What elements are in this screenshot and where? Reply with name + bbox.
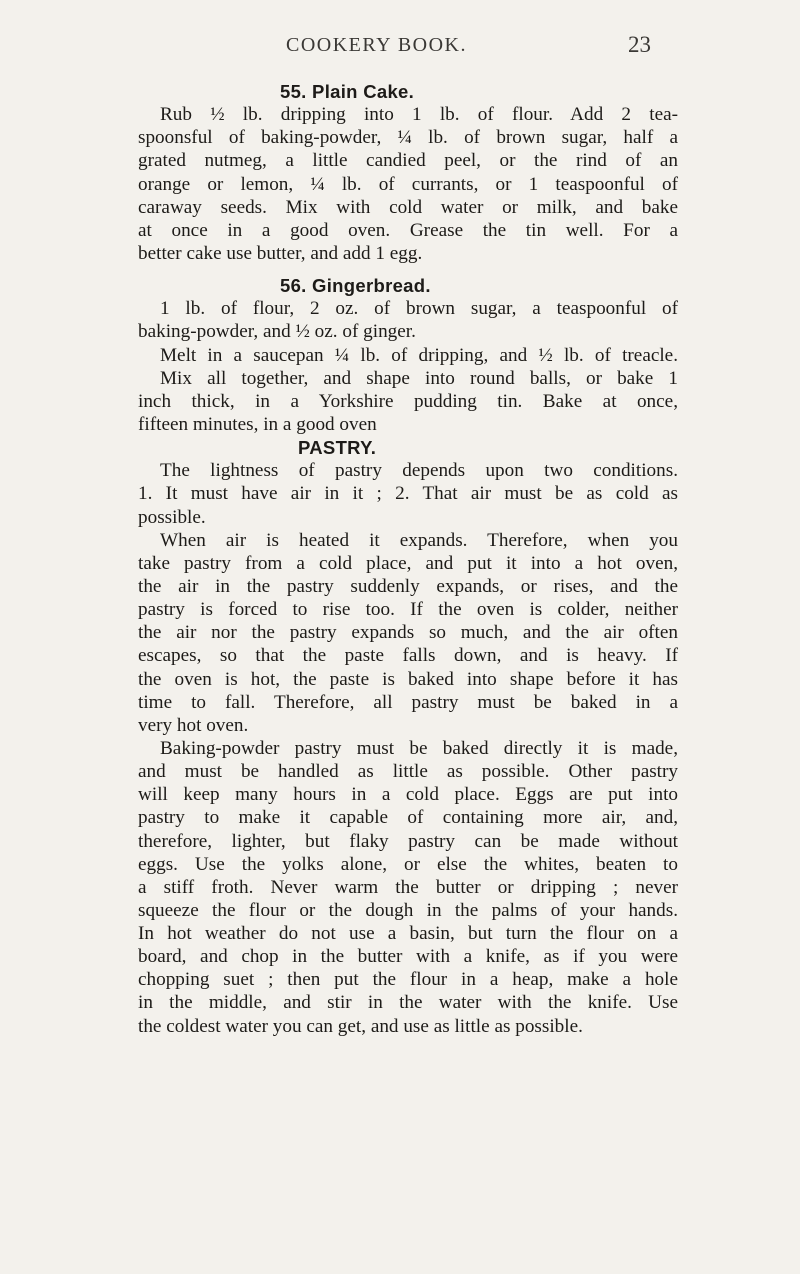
text-line: Melt in a saucepan ¼ lb. of dripping, and ½ lb. of treacle. — [160, 344, 678, 366]
recipe-gingerbread — [138, 297, 678, 436]
recipe-heading-plain-cake: 55. Plain Cake. — [280, 81, 415, 102]
text-line: possible. — [138, 506, 206, 528]
text-line: eggs. Use the yolks alone, or else the whites, beaten to — [138, 853, 678, 875]
text-line: Rub ½ lb. dripping into 1 lb. of flour. Add 2 tea- — [160, 104, 678, 126]
text-line: squeeze the flour or the dough in the palms of your hands. — [138, 899, 678, 921]
text-line: spoonsful of baking-powder, ¼ lb. of brown sugar, half a — [138, 127, 678, 149]
text-line: will keep many hours in a cold place. Eggs are put into — [138, 784, 678, 806]
text-line: Mix all together, and shape into round balls, or bake 1 — [160, 367, 678, 389]
text-line: a stiff froth. Never warm the butter or dripping ; never — [138, 876, 678, 898]
text-line: caraway seeds. Mix with cold water or milk, and bake — [138, 196, 678, 218]
text-line: pastry is forced to rise too. If the oven is colder, neither — [138, 599, 678, 621]
text-line: chopping suet ; then put the flour in a heap, make a hole — [138, 969, 678, 991]
text-line: grated nutmeg, a little candied peel, or the rind of an — [138, 150, 678, 172]
text-line: the air nor the pastry expands so much, and the air often — [138, 622, 678, 644]
recipe-heading-gingerbread: 56. Gingerbread. — [280, 275, 431, 297]
text-line: therefore, lighter, but flaky pastry can be made without — [138, 830, 678, 852]
text-line: at once in a good oven. Grease the tin well. For a — [138, 219, 678, 241]
text-line: board, and chop in the butter with a knife, as if you were — [138, 946, 678, 968]
page-body — [138, 80, 678, 1038]
text-line: the oven is hot, the paste is baked into shape before it has — [138, 668, 678, 690]
text-line: better cake use butter, and add 1 egg. — [138, 242, 423, 264]
text-line: In hot weather do not use a basin, but turn the flour on a — [138, 923, 678, 945]
section-heading-pastry: PASTRY. — [298, 437, 377, 459]
text-line: very hot oven. — [138, 714, 249, 736]
text-line: When air is heated it expands. Therefore, when you — [160, 529, 678, 551]
text-line: time to fall. Therefore, all pastry must be baked in a — [138, 691, 678, 713]
running-head: COOKERY BOOK. — [286, 34, 467, 56]
text-line: Baking-powder pastry must be baked directly it is made, — [160, 737, 678, 759]
text-line: in the middle, and stir in the water with the knife. Use — [138, 992, 678, 1014]
text-line: the air in the pastry suddenly expands, or rises, and the — [138, 575, 678, 597]
text-line: baking-powder, and ½ oz. of ginger. — [138, 321, 416, 343]
text-line: pastry to make it capable of containing more air, and, — [138, 807, 678, 829]
text-line: 1. It must have air in it ; 2. That air must be as cold as — [138, 483, 678, 505]
text-line: take pastry from a cold place, and put it into a hot oven, — [138, 552, 678, 574]
page-number: 23 — [628, 32, 651, 57]
text-line: escapes, so that the paste falls down, and is heavy. If — [138, 645, 678, 667]
text-line: and must be handled as little as possible. Other pastry — [138, 761, 678, 783]
recipe-plain-cake — [138, 103, 678, 265]
text-line: orange or lemon, ¼ lb. of currants, or 1 teaspoonful of — [138, 173, 678, 195]
text-line: The lightness of pastry depends upon two conditions. — [160, 460, 678, 482]
section-pastry — [138, 459, 678, 1038]
text-line: 1 lb. of flour, 2 oz. of brown sugar, a teaspoonful of — [160, 298, 678, 320]
text-line: fifteen minutes, in a good oven — [138, 413, 377, 435]
text-line: the coldest water you can get, and use as little as possible. — [138, 1015, 583, 1037]
text-line: inch thick, in a Yorkshire pudding tin. Bake at once, — [138, 390, 678, 412]
